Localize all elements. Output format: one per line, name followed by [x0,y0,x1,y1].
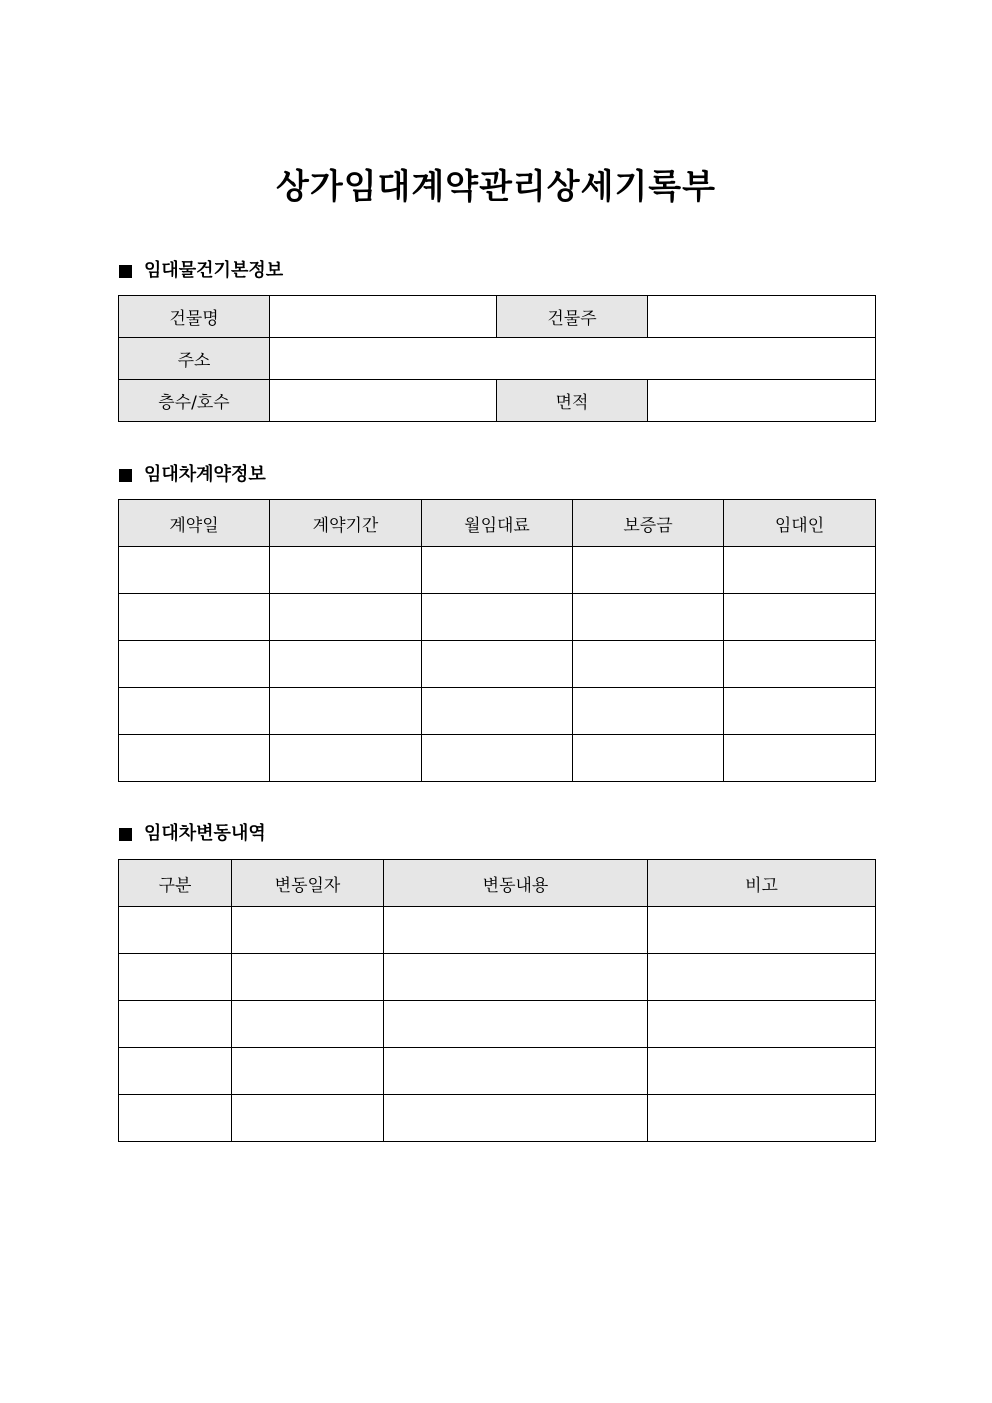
table-cell[interactable] [648,1048,876,1095]
table-row [119,594,876,641]
page-title: 상가임대계약관리상세기록부 [276,167,716,207]
table-cell[interactable] [422,735,573,782]
section-heading-contract-info [119,463,266,487]
building-owner-field[interactable] [648,296,876,338]
table-row [119,338,876,380]
square-bullet-icon [119,265,132,278]
table-cell[interactable] [573,735,724,782]
table-cell[interactable] [270,688,422,735]
table-cell[interactable] [573,594,724,641]
column-header: 구분 [119,860,232,907]
table-cell[interactable] [119,547,270,594]
area-label: 면적 [497,380,648,422]
table-cell[interactable] [119,1048,232,1095]
building-name-label: 건물명 [119,296,270,338]
table-cell[interactable] [724,547,876,594]
address-field[interactable] [270,338,876,380]
table-cell[interactable] [384,1095,648,1142]
column-header: 보증금 [573,500,724,547]
table-cell[interactable] [422,547,573,594]
section-heading-label: 임대물건기본정보 [144,260,284,281]
table-cell[interactable] [270,641,422,688]
table-cell[interactable] [270,735,422,782]
square-bullet-icon [119,469,132,482]
column-header: 변동내용 [384,860,648,907]
section-heading-label: 임대차변동내역 [144,823,266,844]
column-header: 월임대료 [422,500,573,547]
building-name-field[interactable] [270,296,497,338]
table-row [119,380,876,422]
table-cell[interactable] [573,547,724,594]
table-row [119,907,876,954]
column-header: 계약일 [119,500,270,547]
table-row [119,641,876,688]
column-header: 임대인 [724,500,876,547]
table-row [119,1048,876,1095]
table-cell[interactable] [724,594,876,641]
table-cell[interactable] [648,1095,876,1142]
table-cell[interactable] [724,688,876,735]
column-header: 비고 [648,860,876,907]
table-cell[interactable] [384,1048,648,1095]
section-heading-property-info [119,259,283,283]
table-cell[interactable] [384,954,648,1001]
floor-unit-label: 층수/호수 [119,380,270,422]
column-header: 계약기간 [270,500,422,547]
table-cell[interactable] [573,688,724,735]
table-cell[interactable] [384,1001,648,1048]
table-cell[interactable] [422,688,573,735]
table-cell[interactable] [119,1001,232,1048]
table-row [119,954,876,1001]
table-cell[interactable] [119,594,270,641]
table-row [119,1095,876,1142]
table-row [119,547,876,594]
floor-unit-field[interactable] [270,380,497,422]
square-bullet-icon [119,828,132,841]
change-history-table [118,859,876,1142]
table-cell[interactable] [232,1048,384,1095]
table-cell[interactable] [422,594,573,641]
table-header-row [119,860,876,907]
table-cell[interactable] [573,641,724,688]
table-row [119,1001,876,1048]
column-header: 변동일자 [232,860,384,907]
table-cell[interactable] [422,641,573,688]
table-cell[interactable] [232,907,384,954]
table-header-row [119,500,876,547]
table-cell[interactable] [119,907,232,954]
table-cell[interactable] [232,1095,384,1142]
table-cell[interactable] [119,1095,232,1142]
section-heading-label: 임대차계약정보 [144,464,266,485]
table-cell[interactable] [119,688,270,735]
table-cell[interactable] [119,641,270,688]
table-cell[interactable] [724,735,876,782]
table-row [119,735,876,782]
table-cell[interactable] [648,1001,876,1048]
building-owner-label: 건물주 [497,296,648,338]
table-row [119,296,876,338]
table-cell[interactable] [232,954,384,1001]
area-field[interactable] [648,380,876,422]
table-cell[interactable] [270,594,422,641]
table-cell[interactable] [232,1001,384,1048]
section-heading-change-history [119,822,266,846]
contract-info-table [118,499,876,782]
table-cell[interactable] [648,954,876,1001]
table-row [119,688,876,735]
table-cell[interactable] [724,641,876,688]
address-label: 주소 [119,338,270,380]
property-info-table [118,295,876,422]
table-cell[interactable] [384,907,648,954]
table-cell[interactable] [648,907,876,954]
table-cell[interactable] [270,547,422,594]
table-cell[interactable] [119,735,270,782]
table-cell[interactable] [119,954,232,1001]
